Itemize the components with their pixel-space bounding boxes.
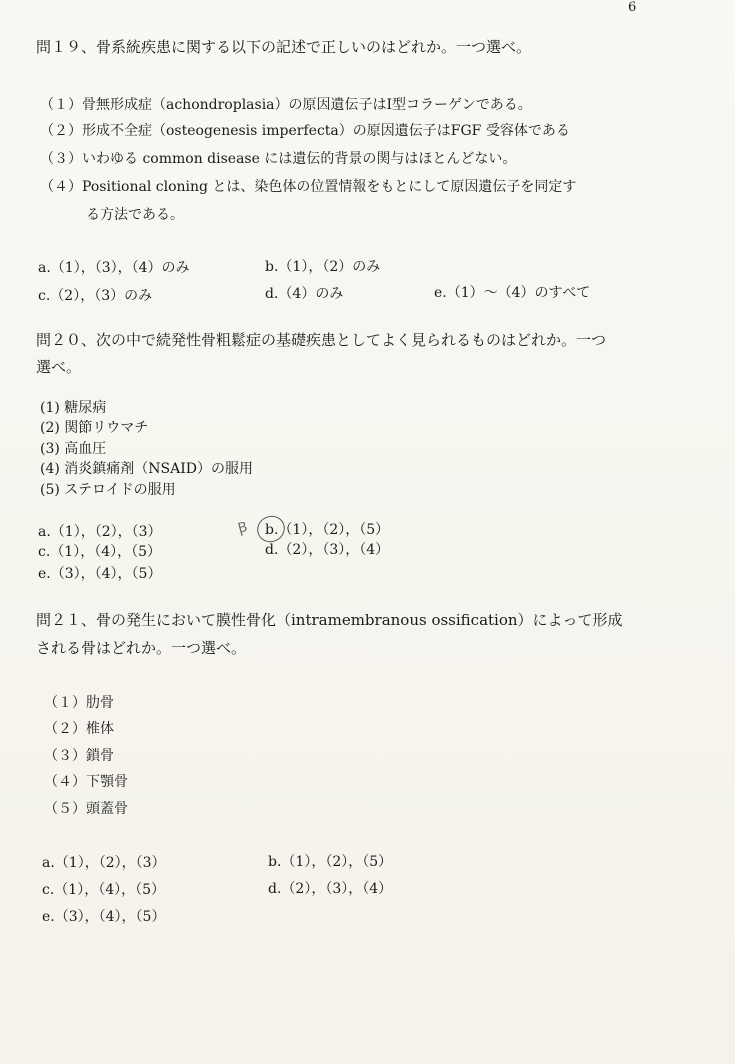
q21-answer-a: a.（1），（2），（3）	[42, 855, 166, 871]
q20-item-3: (3) 高血圧	[40, 441, 107, 457]
q20-answer-a: a.（1），（2），（3）	[38, 524, 162, 540]
q19-item-1: （１）骨無形成症（achondroplasia）の原因遺伝子はⅠ型コラーゲンである。	[40, 97, 532, 113]
handwritten-scribble: Ꞵ	[236, 519, 250, 537]
q20-item-4: (4) 消炎鎮痛剤（NSAID）の服用	[40, 461, 253, 477]
q20-answer-c: c.（1），（4），（5）	[38, 544, 162, 560]
q19-item-4-cont: る方法である。	[86, 207, 184, 223]
q20-answer-b: b.（1），（2），（5）	[265, 522, 390, 538]
q19-item-2: （２）形成不全症（osteogenesis imperfecta）の原因遺伝子はFGF 受容体である	[40, 123, 570, 139]
q20-question-line2: 選べ。	[36, 358, 82, 376]
q21-item-5: （５）頭蓋骨	[44, 801, 128, 817]
q21-question-line1: 問２１、骨の発生において膜性骨化（intramembranous ossification）によって形成	[36, 611, 623, 629]
q21-answer-b: b.（1），（2），（5）	[268, 854, 393, 870]
q21-item-4: （４）下顎骨	[44, 774, 128, 790]
q21-answer-d: d.（2），（3），（4）	[268, 881, 393, 897]
q20-answer-e: e.（3），（4），（5）	[38, 566, 162, 582]
q19-item-3: （３）いわゆる common disease には遺伝的背景の関与はほとんどない。	[40, 151, 517, 167]
q19-answer-c: c.（2），（3）のみ	[38, 288, 153, 304]
q19-answer-e: e.（1）～（4）のすべて	[434, 285, 591, 301]
q19-question: 問１９、骨系統疾患に関する以下の記述で正しいのはどれか。一つ選べ。	[36, 38, 532, 56]
q21-answer-e: e.（3），（4），（5）	[42, 909, 166, 925]
q20-item-1: (1) 糖尿病	[40, 400, 107, 416]
q21-item-2: （２）椎体	[44, 721, 114, 737]
q21-item-3: （３）鎖骨	[44, 748, 114, 764]
q19-item-4: （４）Positional cloning とは、染色体の位置情報をもとにして原因遺伝子を同定す	[40, 179, 577, 195]
q19-answer-b: b.（1），（2）のみ	[265, 259, 381, 275]
q20-answer-d: d.（2），（3），（4）	[265, 542, 390, 558]
q19-answer-a: a.（1），（3），（4）のみ	[38, 260, 190, 276]
q20-question-line1: 問２０、次の中で続発性骨粗鬆症の基礎疾患としてよく見られるものはどれか。一つ	[36, 331, 607, 349]
q19-answer-d: d.（4）のみ	[265, 286, 344, 302]
q21-answer-c: c.（1），（4），（5）	[42, 882, 166, 898]
q21-item-1: （１）肋骨	[44, 695, 114, 711]
q20-item-2: (2) 関節リウマチ	[40, 420, 149, 436]
q21-question-line2: される骨はどれか。一つ選べ。	[36, 639, 247, 657]
page-number: 6	[628, 0, 637, 15]
q20-item-5: (5) ステロイドの服用	[40, 482, 176, 498]
